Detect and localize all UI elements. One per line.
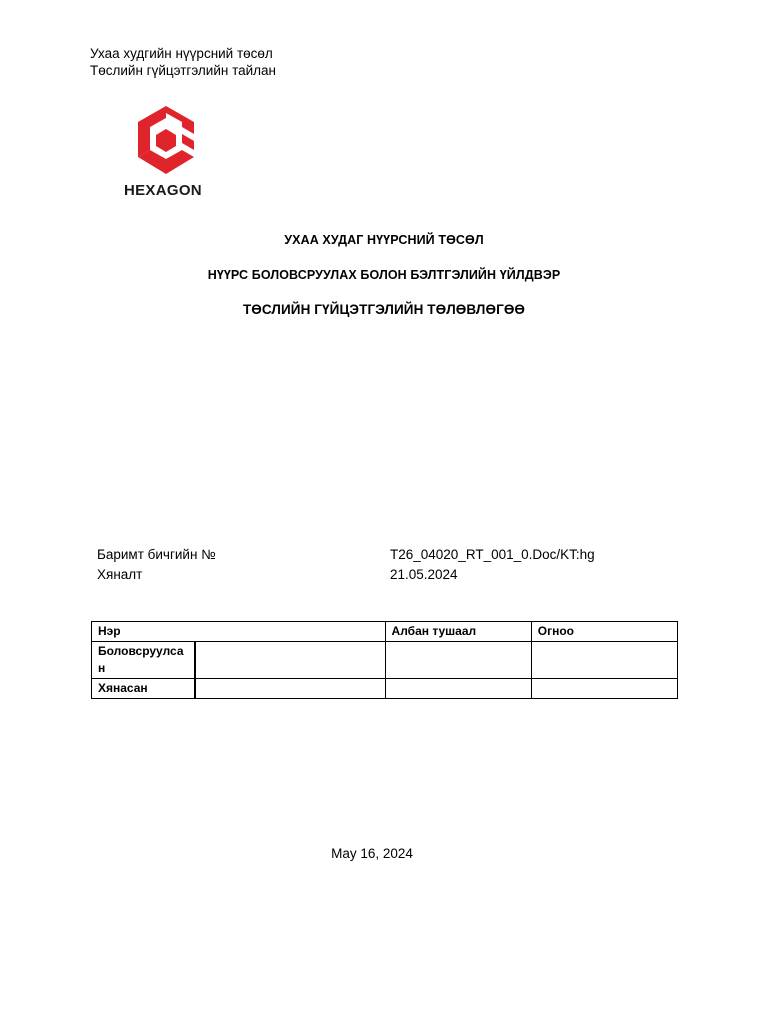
row-label-checked: Хянасан — [92, 679, 195, 699]
hexagon-logo — [124, 104, 214, 199]
signature-table — [91, 621, 678, 699]
title-plant: НҮҮРС БОЛОВСРУУЛАХ БОЛОН БЭЛТГЭЛИЙН ҮЙЛДВЭР — [207, 268, 561, 282]
footer-date: May 16, 2024 — [331, 846, 413, 861]
table-header-row — [92, 622, 678, 642]
document-header — [90, 45, 276, 79]
hexagon-logo-icon — [134, 104, 198, 176]
cell-prepared-position — [385, 642, 531, 679]
table-row — [92, 642, 678, 679]
cell-prepared-date — [531, 642, 677, 679]
meta-values — [390, 545, 595, 585]
revision-label: Хяналт — [97, 567, 143, 582]
meta-labels — [97, 545, 216, 585]
header-name: Нэр — [92, 622, 386, 642]
header-position: Албан тушаал — [385, 622, 531, 642]
title-project: УХАА ХУДАГ НҮҮРСНИЙ ТӨСӨЛ — [284, 233, 484, 247]
cell-checked-position — [385, 679, 531, 699]
title-plan: ТӨСЛИЙН ГҮЙЦЭТГЭЛИЙН ТӨЛӨВЛӨГӨӨ — [242, 302, 526, 317]
cell-checked-date — [531, 679, 677, 699]
doc-number-value: T26_04020_RT_001_0.Doc/KT:hg — [390, 547, 595, 562]
project-name: Ухаа худгийн нүүрсний төсөл — [90, 46, 273, 61]
revision-value: 21.05.2024 — [390, 567, 458, 582]
table-row — [92, 679, 678, 699]
cell-checked-name — [195, 679, 385, 699]
row-label-prepared: Боловсруулса н — [92, 642, 195, 679]
logo-wordmark: HEXAGON — [124, 182, 202, 199]
doc-number-label: Баримт бичгийн № — [97, 547, 216, 562]
cell-prepared-name — [195, 642, 385, 679]
header-date: Огноо — [531, 622, 677, 642]
report-name: Төслийн гүйцэтгэлийн тайлан — [90, 63, 276, 78]
